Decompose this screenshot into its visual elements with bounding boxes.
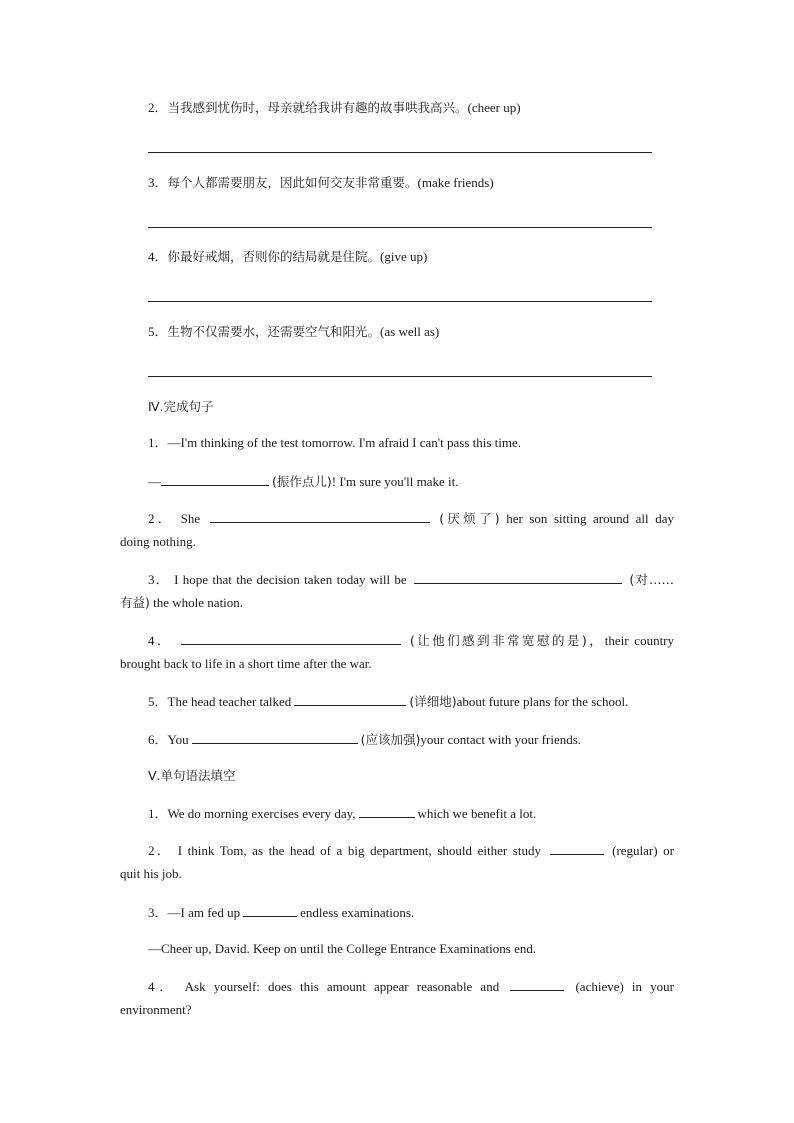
item-number: 4．	[148, 249, 168, 264]
complete-q6	[148, 730, 581, 749]
item-hint: (as well as)	[380, 324, 440, 339]
complete-q3-line1	[148, 570, 674, 589]
item-number: 2．	[148, 843, 173, 858]
answer-line[interactable]	[148, 376, 652, 377]
translation-item-4	[148, 248, 427, 266]
answer-line[interactable]	[148, 152, 652, 153]
item-number: 2．	[148, 100, 168, 115]
q-text: the whole nation.	[149, 595, 244, 610]
answer-blank[interactable]	[294, 692, 406, 706]
q-text: ! I'm sure you'll make it.	[331, 474, 459, 489]
item-number: 1．	[148, 806, 168, 821]
q-hint: (对……	[629, 572, 675, 587]
q-text-post: about future plans for the school.	[456, 694, 629, 709]
q-text-post: your contact with your friends.	[420, 732, 582, 747]
grammar-q3-line2: —Cheer up, David. Keep on until the College Entrance Examinations end.	[148, 941, 537, 956]
section-title-v: Ⅴ.单句语法填空	[148, 768, 236, 783]
q-text-post: which we benefit a lot.	[417, 806, 537, 821]
answer-blank[interactable]	[181, 631, 401, 645]
grammar-q2-line2: quit his job.	[120, 866, 182, 881]
grammar-q4-line1	[148, 977, 674, 996]
answer-blank[interactable]	[192, 730, 358, 744]
item-number: 5．	[148, 694, 168, 709]
q-hint: (achieve) in your	[575, 979, 674, 994]
answer-blank[interactable]	[161, 472, 269, 486]
grammar-q4-line2: environment?	[120, 1002, 192, 1017]
translation-item-5	[148, 323, 439, 341]
item-number: 4．	[148, 633, 173, 648]
translation-item-2	[148, 99, 521, 117]
q-hint: (详细地)	[409, 694, 457, 709]
q-text-pre: I think Tom, as the head of a big department, should either study	[177, 843, 541, 858]
item-hint: (give up)	[380, 249, 428, 264]
answer-blank[interactable]	[414, 570, 622, 584]
q-text-post: her son sitting around all day	[506, 511, 674, 526]
answer-blank[interactable]	[243, 903, 297, 917]
complete-q4-line2: brought back to life in a short time after the war.	[120, 656, 372, 671]
item-number: 1．	[148, 435, 168, 450]
q-hint: 有益)	[120, 595, 150, 610]
item-text: 每个人都需要朋友，因此如何交友非常重要。	[167, 175, 418, 190]
q-hint: (振作点儿)	[272, 474, 332, 489]
item-number: 3．	[148, 175, 168, 190]
translation-item-3	[148, 174, 494, 192]
item-hint: (cheer up)	[467, 100, 521, 115]
grammar-q1	[148, 804, 536, 823]
dash: —	[148, 474, 161, 489]
complete-q5	[148, 692, 628, 711]
complete-q1-line2	[148, 472, 458, 491]
item-hint: (make friends)	[417, 175, 494, 190]
complete-q1-line1	[148, 434, 521, 452]
q-text-pre: The head teacher talked	[167, 694, 292, 709]
grammar-q2-line1	[148, 841, 674, 860]
q-text-pre: We do morning exercises every day,	[167, 806, 356, 821]
item-text: 当我感到忧伤时，母亲就给我讲有趣的故事哄我高兴。	[167, 100, 468, 115]
answer-blank[interactable]	[550, 841, 604, 855]
q-text-pre: Ask yourself: does this amount appear reasonable and	[184, 979, 500, 994]
item-number: 6．	[148, 732, 168, 747]
q-text-pre: —I am fed up	[167, 905, 241, 920]
q-hint: (应该加强)	[360, 732, 421, 747]
item-number: 2．	[148, 511, 175, 526]
q-text-pre: I hope that the decision taken today will be	[174, 572, 407, 587]
q-hint: (regular) or	[612, 843, 674, 858]
complete-q2-line1	[148, 509, 674, 528]
answer-line[interactable]	[148, 227, 652, 228]
item-number: 4．	[148, 979, 178, 994]
section-title-iv: Ⅳ.完成句子	[148, 399, 214, 414]
item-number: 5．	[148, 324, 168, 339]
q-text: —I'm thinking of the test tomorrow. I'm afraid I can't pass this time.	[167, 435, 522, 450]
item-text: 你最好戒烟，否则你的结局就是住院。	[167, 249, 381, 264]
answer-blank[interactable]	[210, 509, 430, 523]
q-hint: (让他们感到非常宽慰的是)	[409, 633, 587, 648]
complete-q2-line2: doing nothing.	[120, 534, 196, 549]
answer-line[interactable]	[148, 301, 652, 302]
q-text-pre: You	[167, 732, 189, 747]
q-text-post: ，their country	[586, 633, 675, 648]
q-hint: (厌烦了)	[439, 511, 500, 526]
complete-q3-line2	[120, 594, 243, 612]
item-text: 生物不仅需要水，还需要空气和阳光。	[167, 324, 381, 339]
q-text-post: endless examinations.	[300, 905, 415, 920]
answer-blank[interactable]	[359, 804, 415, 818]
q-text-pre: She	[180, 511, 201, 526]
grammar-q3-line1	[148, 903, 414, 922]
item-number: 3．	[148, 572, 170, 587]
answer-blank[interactable]	[510, 977, 564, 991]
item-number: 3．	[148, 905, 168, 920]
complete-q4-line1	[148, 631, 674, 650]
